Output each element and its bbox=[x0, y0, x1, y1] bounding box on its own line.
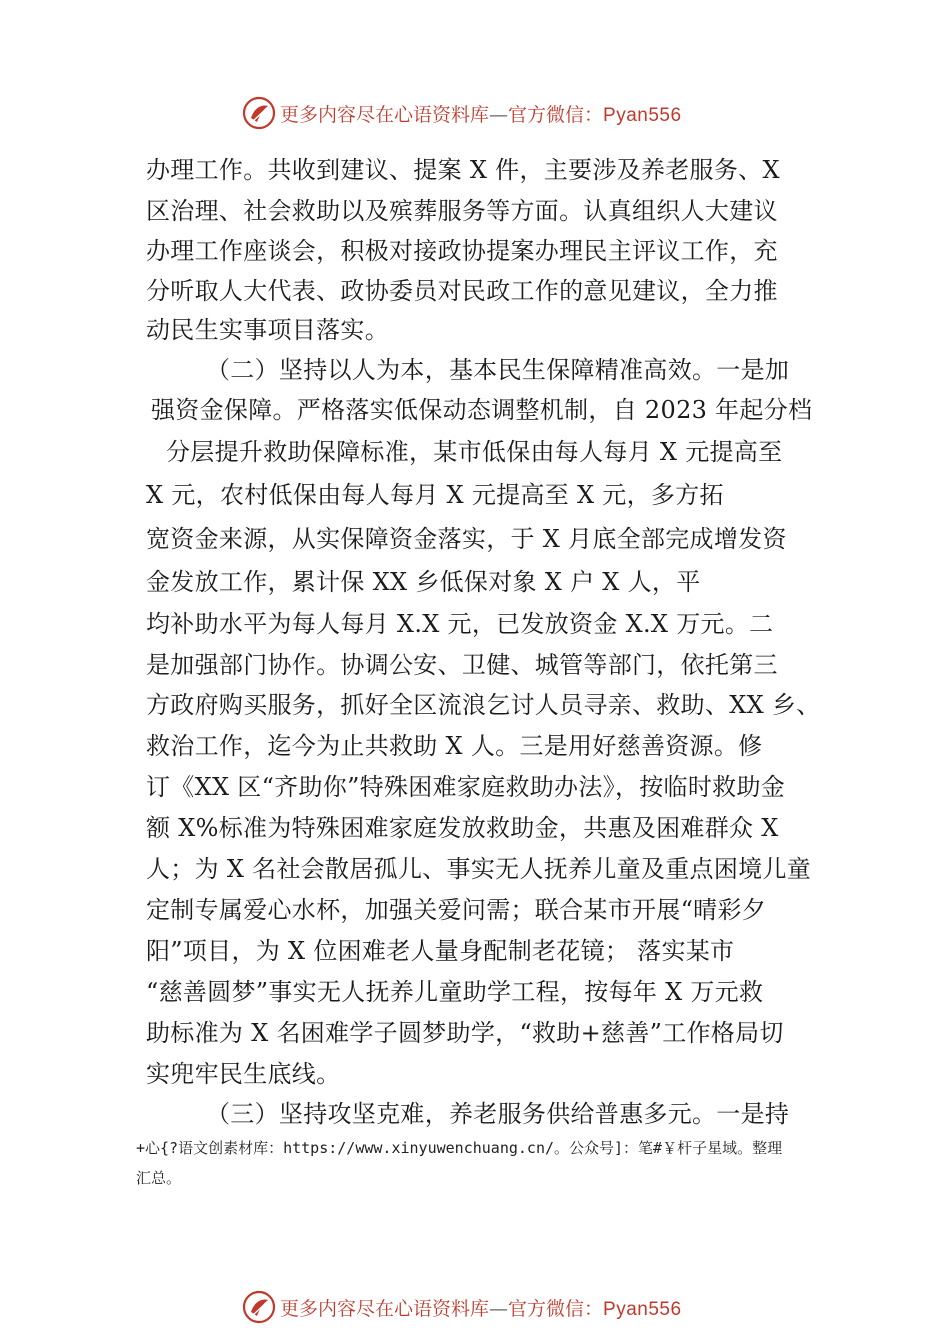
body-line: 分层提升救助保障标准，某市低保由每人每月 X 元提高至 bbox=[166, 438, 783, 466]
footnote-line: +心{?语文创素材库：https://www.xinyuwenchuang.cn/。公众号]：笔#￥杆子星域。整理 bbox=[136, 1139, 783, 1157]
body-line: 人；为 X 名社会散居孤儿、事实无人抚养儿童及重点困境儿童 bbox=[146, 855, 812, 883]
body-line: 动民生实事项目落实。 bbox=[146, 316, 389, 344]
body-line: 助标准为 X 名困难学子圆梦助学，“救助+慈善”工作格局切 bbox=[146, 1019, 784, 1047]
body-line: 定制专属爱心水杯，加强关爱问需；联合某市开展“晴彩夕 bbox=[146, 896, 767, 924]
body-line: 方政府购买服务，抓好全区流浪乞讨人员寻亲、救助、XX 乡、 bbox=[146, 691, 821, 719]
banner-wechat-id: Pyan556 bbox=[603, 105, 682, 126]
body-line: 均补助水平为每人每月 X.X 元，已发放资金 X.X 万元。二 bbox=[146, 610, 774, 638]
body-line: 救治工作，迄今为止共救助 X 人。三是用好慈善资源。修 bbox=[146, 732, 763, 760]
body-line: （二）坚持以人为本，基本民生保障精准高效。一是加 bbox=[206, 356, 790, 384]
body-line: 办理工作座谈会，积极对接政协提案办理民主评议工作，充 bbox=[146, 237, 778, 265]
banner-text bbox=[280, 100, 682, 127]
body-line: 额 X%标准为特殊困难家庭发放救助金，共惠及困难群众 X bbox=[146, 814, 779, 842]
footnote-line: 汇总。 bbox=[136, 1169, 182, 1187]
body-line: 实兜牢民生底线。 bbox=[146, 1060, 341, 1088]
body-line: X 元，农村低保由每人每月 X 元提高至 X 元，多方拓 bbox=[146, 481, 724, 509]
banner-wechat-label: 官方微信： bbox=[508, 1298, 604, 1320]
body-line: 分听取人大代表、政协委员对民政工作的意见建议，全力推 bbox=[146, 277, 778, 305]
body-line: 阳”项目，为 X 位困难老人量身配制老花镜； 落实某市 bbox=[146, 937, 735, 965]
banner-title: 更多内容尽在心语资料库 bbox=[280, 104, 490, 126]
header-banner bbox=[0, 94, 950, 134]
body-line: “慈善圆梦”事实无人抚养儿童助学工程，按每年 X 万元救 bbox=[146, 978, 764, 1006]
body-line: 区治理、社会救助以及殡葬服务等方面。认真组织人大建议 bbox=[146, 197, 778, 225]
banner-text bbox=[280, 1294, 682, 1321]
body-line: 订《XX 区“齐助你”特殊困难家庭救助办法》，按临时救助金 bbox=[146, 773, 786, 801]
banner-dash: — bbox=[489, 104, 509, 126]
banner-wechat-label: 官方微信： bbox=[508, 104, 604, 126]
body-line: 强资金保障。严格落实低保动态调整机制，自 2023 年起分档 bbox=[151, 396, 813, 424]
logo-icon bbox=[242, 1290, 276, 1324]
body-line: 是加强部门协作。协调公安、卫健、城管等部门，依托第三 bbox=[146, 651, 778, 679]
body-line: 办理工作。共收到建议、提案 X 件，主要涉及养老服务、X bbox=[146, 156, 780, 184]
footer-banner bbox=[0, 1288, 950, 1328]
banner-title: 更多内容尽在心语资料库 bbox=[280, 1298, 490, 1320]
body-line: （三）坚持攻坚克难，养老服务供给普惠多元。一是持 bbox=[206, 1100, 790, 1128]
banner-wechat-id: Pyan556 bbox=[603, 1299, 682, 1320]
logo-icon bbox=[242, 96, 276, 130]
banner-dash: — bbox=[489, 1298, 509, 1320]
body-line: 宽资金来源，从实保障资金落实，于 X 月底全部完成增发资 bbox=[146, 525, 787, 553]
body-line: 金发放工作，累计保 XX 乡低保对象 X 户 X 人，平 bbox=[146, 568, 701, 596]
